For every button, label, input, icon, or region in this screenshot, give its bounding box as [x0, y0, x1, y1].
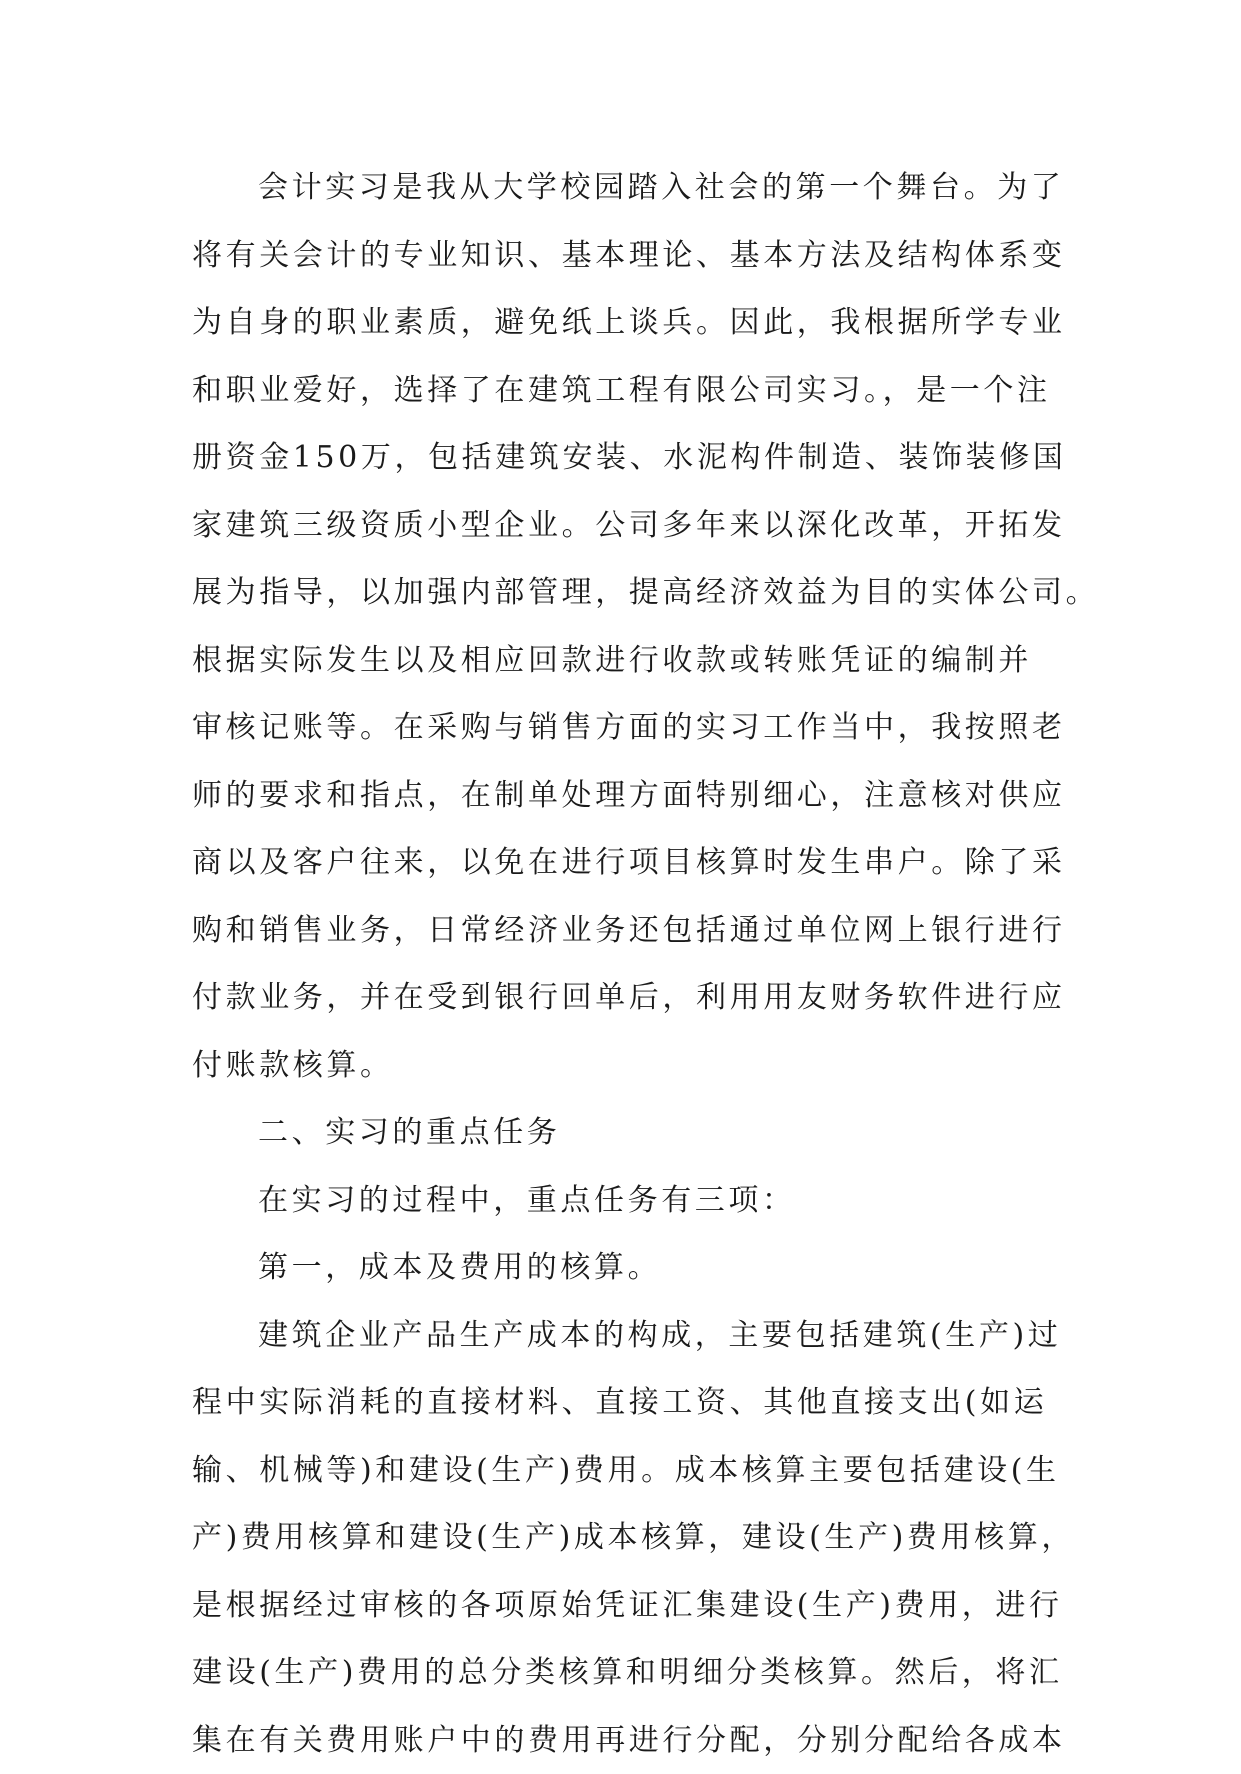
paragraph-1-line-7: 展为指导，以加强内部管理，提高经济效益为目的实体公司。 [192, 559, 1052, 627]
paragraph-3-line-7: 集在有关费用账户中的费用再进行分配，分别分配给各成本 [192, 1707, 1052, 1774]
paragraph-1-line-14: 付账款核算。 [192, 1032, 1052, 1100]
paragraph-3-line-5: 是根据经过审核的各项原始凭证汇集建设(生产)费用，进行 [192, 1572, 1052, 1640]
paragraph-1-line-10: 师的要求和指点，在制单处理方面特别细心，注意核对供应 [192, 762, 1052, 830]
paragraph-1-line-3: 为自身的职业素质，避免纸上谈兵。因此，我根据所学专业 [192, 289, 1052, 357]
section-heading: 二、实习的重点任务 [192, 1099, 1052, 1167]
paragraph-1-line-1: 会计实习是我从大学校园踏入社会的第一个舞台。为了 [192, 154, 1052, 222]
paragraph-1-line-6: 家建筑三级资质小型企业。公司多年来以深化改革，开拓发 [192, 492, 1052, 560]
paragraph-1-line-11: 商以及客户往来，以免在进行项目核算时发生串户。除了采 [192, 829, 1052, 897]
paragraph-1-line-2: 将有关会计的专业知识、基本理论、基本方法及结构体系变 [192, 222, 1052, 290]
paragraph-1-line-9: 审核记账等。在采购与销售方面的实习工作当中，我按照老 [192, 694, 1052, 762]
subheading-1: 第一，成本及费用的核算。 [192, 1234, 1052, 1302]
paragraph-3-line-3: 输、机械等)和建设(生产)费用。成本核算主要包括建设(生 [192, 1437, 1052, 1505]
paragraph-3-line-6: 建设(生产)费用的总分类核算和明细分类核算。然后，将汇 [192, 1639, 1052, 1707]
paragraph-1-line-13: 付款业务，并在受到银行回单后，利用用友财务软件进行应 [192, 964, 1052, 1032]
paragraph-1-line-5: 册资金150万，包括建筑安装、水泥构件制造、装饰装修国 [192, 424, 1052, 492]
paragraph-3-line-2: 程中实际消耗的直接材料、直接工资、其他直接支出(如运 [192, 1369, 1052, 1437]
document-body [192, 154, 1052, 1774]
paragraph-3-line-1: 建筑企业产品生产成本的构成，主要包括建筑(生产)过 [192, 1302, 1052, 1370]
paragraph-2-line-1: 在实习的过程中，重点任务有三项： [192, 1167, 1052, 1235]
paragraph-3-line-4: 产)费用核算和建设(生产)成本核算，建设(生产)费用核算， [192, 1504, 1052, 1572]
paragraph-1-line-4: 和职业爱好，选择了在建筑工程有限公司实习。，是一个注 [192, 357, 1052, 425]
paragraph-1-line-8: 根据实际发生以及相应回款进行收款或转账凭证的编制并 [192, 627, 1052, 695]
paragraph-1-line-12: 购和销售业务，日常经济业务还包括通过单位网上银行进行 [192, 897, 1052, 965]
